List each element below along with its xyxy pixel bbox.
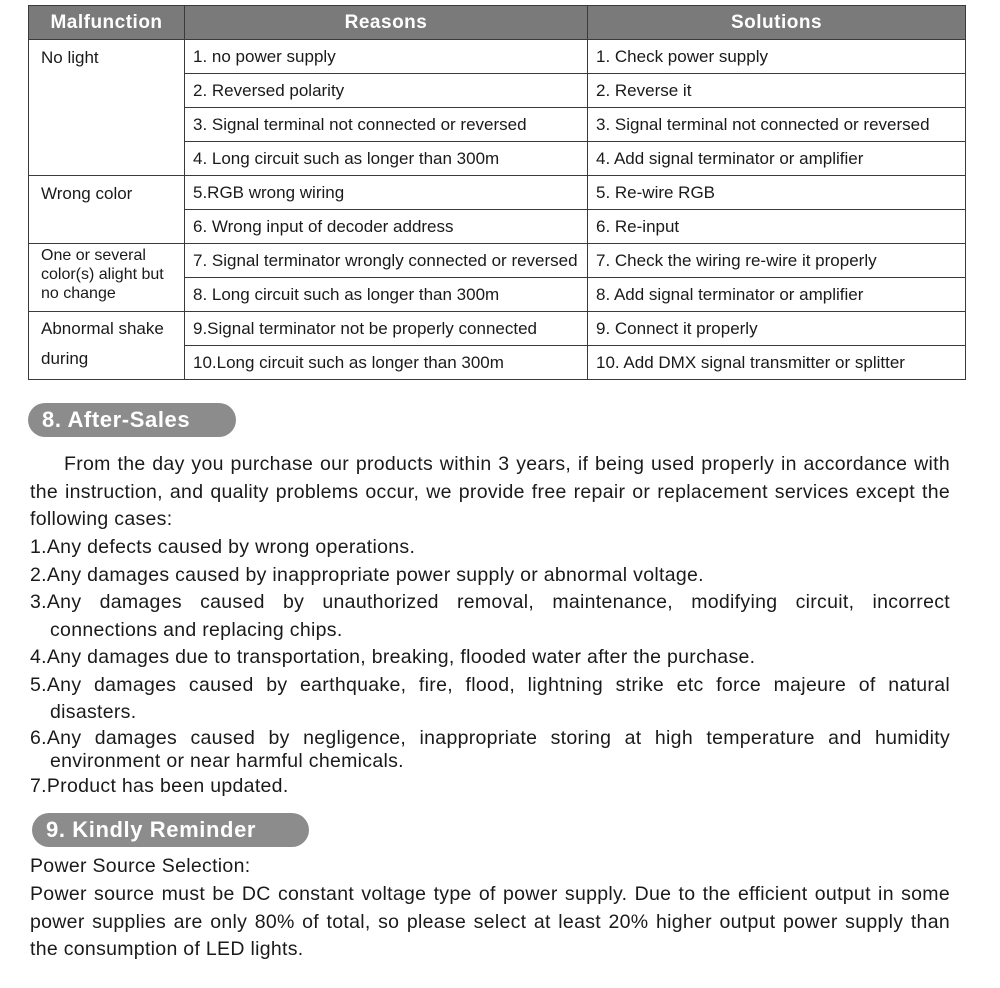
header-reasons: Reasons	[185, 6, 588, 40]
malfunction-cell: Abnormal shake during	[29, 312, 185, 380]
solution-cell: 2. Reverse it	[588, 74, 966, 108]
reason-cell: 3. Signal terminal not connected or reversed	[185, 108, 588, 142]
reason-cell: 7. Signal terminator wrongly connected or reversed	[185, 244, 588, 278]
solution-cell: 10. Add DMX signal transmitter or splitter	[588, 346, 966, 380]
after-sales-exclusions-list	[30, 534, 950, 800]
malfunction-cell: Wrong color	[29, 176, 185, 244]
power-source-title: Power Source Selection:	[30, 855, 251, 877]
reason-cell: 5.RGB wrong wiring	[185, 176, 588, 210]
reason-cell: 10.Long circuit such as longer than 300m	[185, 346, 588, 380]
after-sales-intro: From the day you purchase our products within 3 years, if being used properly in accordance with the instruction, and quality problems occur, we provide free repair or replacement services except the following cases:	[30, 453, 950, 530]
reason-cell: 4. Long circuit such as longer than 300m	[185, 142, 588, 176]
list-item: 3.Any damages caused by unauthorized removal, maintenance, modifying circuit, incorrect connections and replacing chips.	[30, 591, 950, 641]
header-malfunction: Malfunction	[29, 6, 185, 40]
kindly-reminder-heading: 9. Kindly Reminder	[32, 813, 309, 847]
solution-cell: 6. Re-input	[588, 210, 966, 244]
solution-cell: 9. Connect it properly	[588, 312, 966, 346]
reason-cell: 8. Long circuit such as longer than 300m	[185, 278, 588, 312]
list-item: 1.Any defects caused by wrong operations.	[30, 536, 416, 558]
table-row	[29, 40, 966, 74]
list-item: 2.Any damages caused by inappropriate power supply or abnormal voltage.	[30, 563, 704, 586]
solution-cell: 8. Add signal terminator or amplifier	[588, 278, 966, 312]
header-solutions: Solutions	[588, 6, 966, 40]
list-item: 6.Any damages caused by negligence, inappropriate storing at high temperature and humidity environment or near harmful chemicals.	[30, 726, 950, 772]
troubleshooting-table	[28, 5, 966, 380]
solution-cell: 4. Add signal terminator or amplifier	[588, 142, 966, 176]
solution-cell: 7. Check the wiring re-wire it properly	[588, 244, 966, 278]
table-row	[29, 244, 966, 278]
power-source-body: Power source must be DC constant voltage type of power supply. Due to the efficient output in some power supplies are only 80% of total, so please select at least 20% higher output power supply than the consumption of LED lights.	[30, 883, 950, 960]
malfunction-cell: One or several color(s) alight but no change	[29, 244, 185, 312]
reason-cell: 1. no power supply	[185, 40, 588, 74]
table-header-row	[29, 6, 966, 40]
after-sales-heading: 8. After-Sales	[28, 403, 236, 437]
reason-cell: 9.Signal terminator not be properly connected	[185, 312, 588, 346]
table-row	[29, 176, 966, 210]
solution-cell: 5. Re-wire RGB	[588, 176, 966, 210]
solution-cell: 3. Signal terminal not connected or reversed	[588, 108, 966, 142]
list-item: 7.Product has been updated.	[30, 774, 289, 797]
solution-cell: 1. Check power supply	[588, 40, 966, 74]
list-item: 5.Any damages caused by earthquake, fire, flood, lightning strike etc force majeure of natural disasters.	[30, 673, 950, 723]
table-row	[29, 312, 966, 346]
reason-cell: 2. Reversed polarity	[185, 74, 588, 108]
list-item: 4.Any damages due to transportation, breaking, flooded water after the purchase.	[30, 646, 756, 668]
reason-cell: 6. Wrong input of decoder address	[185, 210, 588, 244]
malfunction-cell: No light	[29, 40, 185, 176]
